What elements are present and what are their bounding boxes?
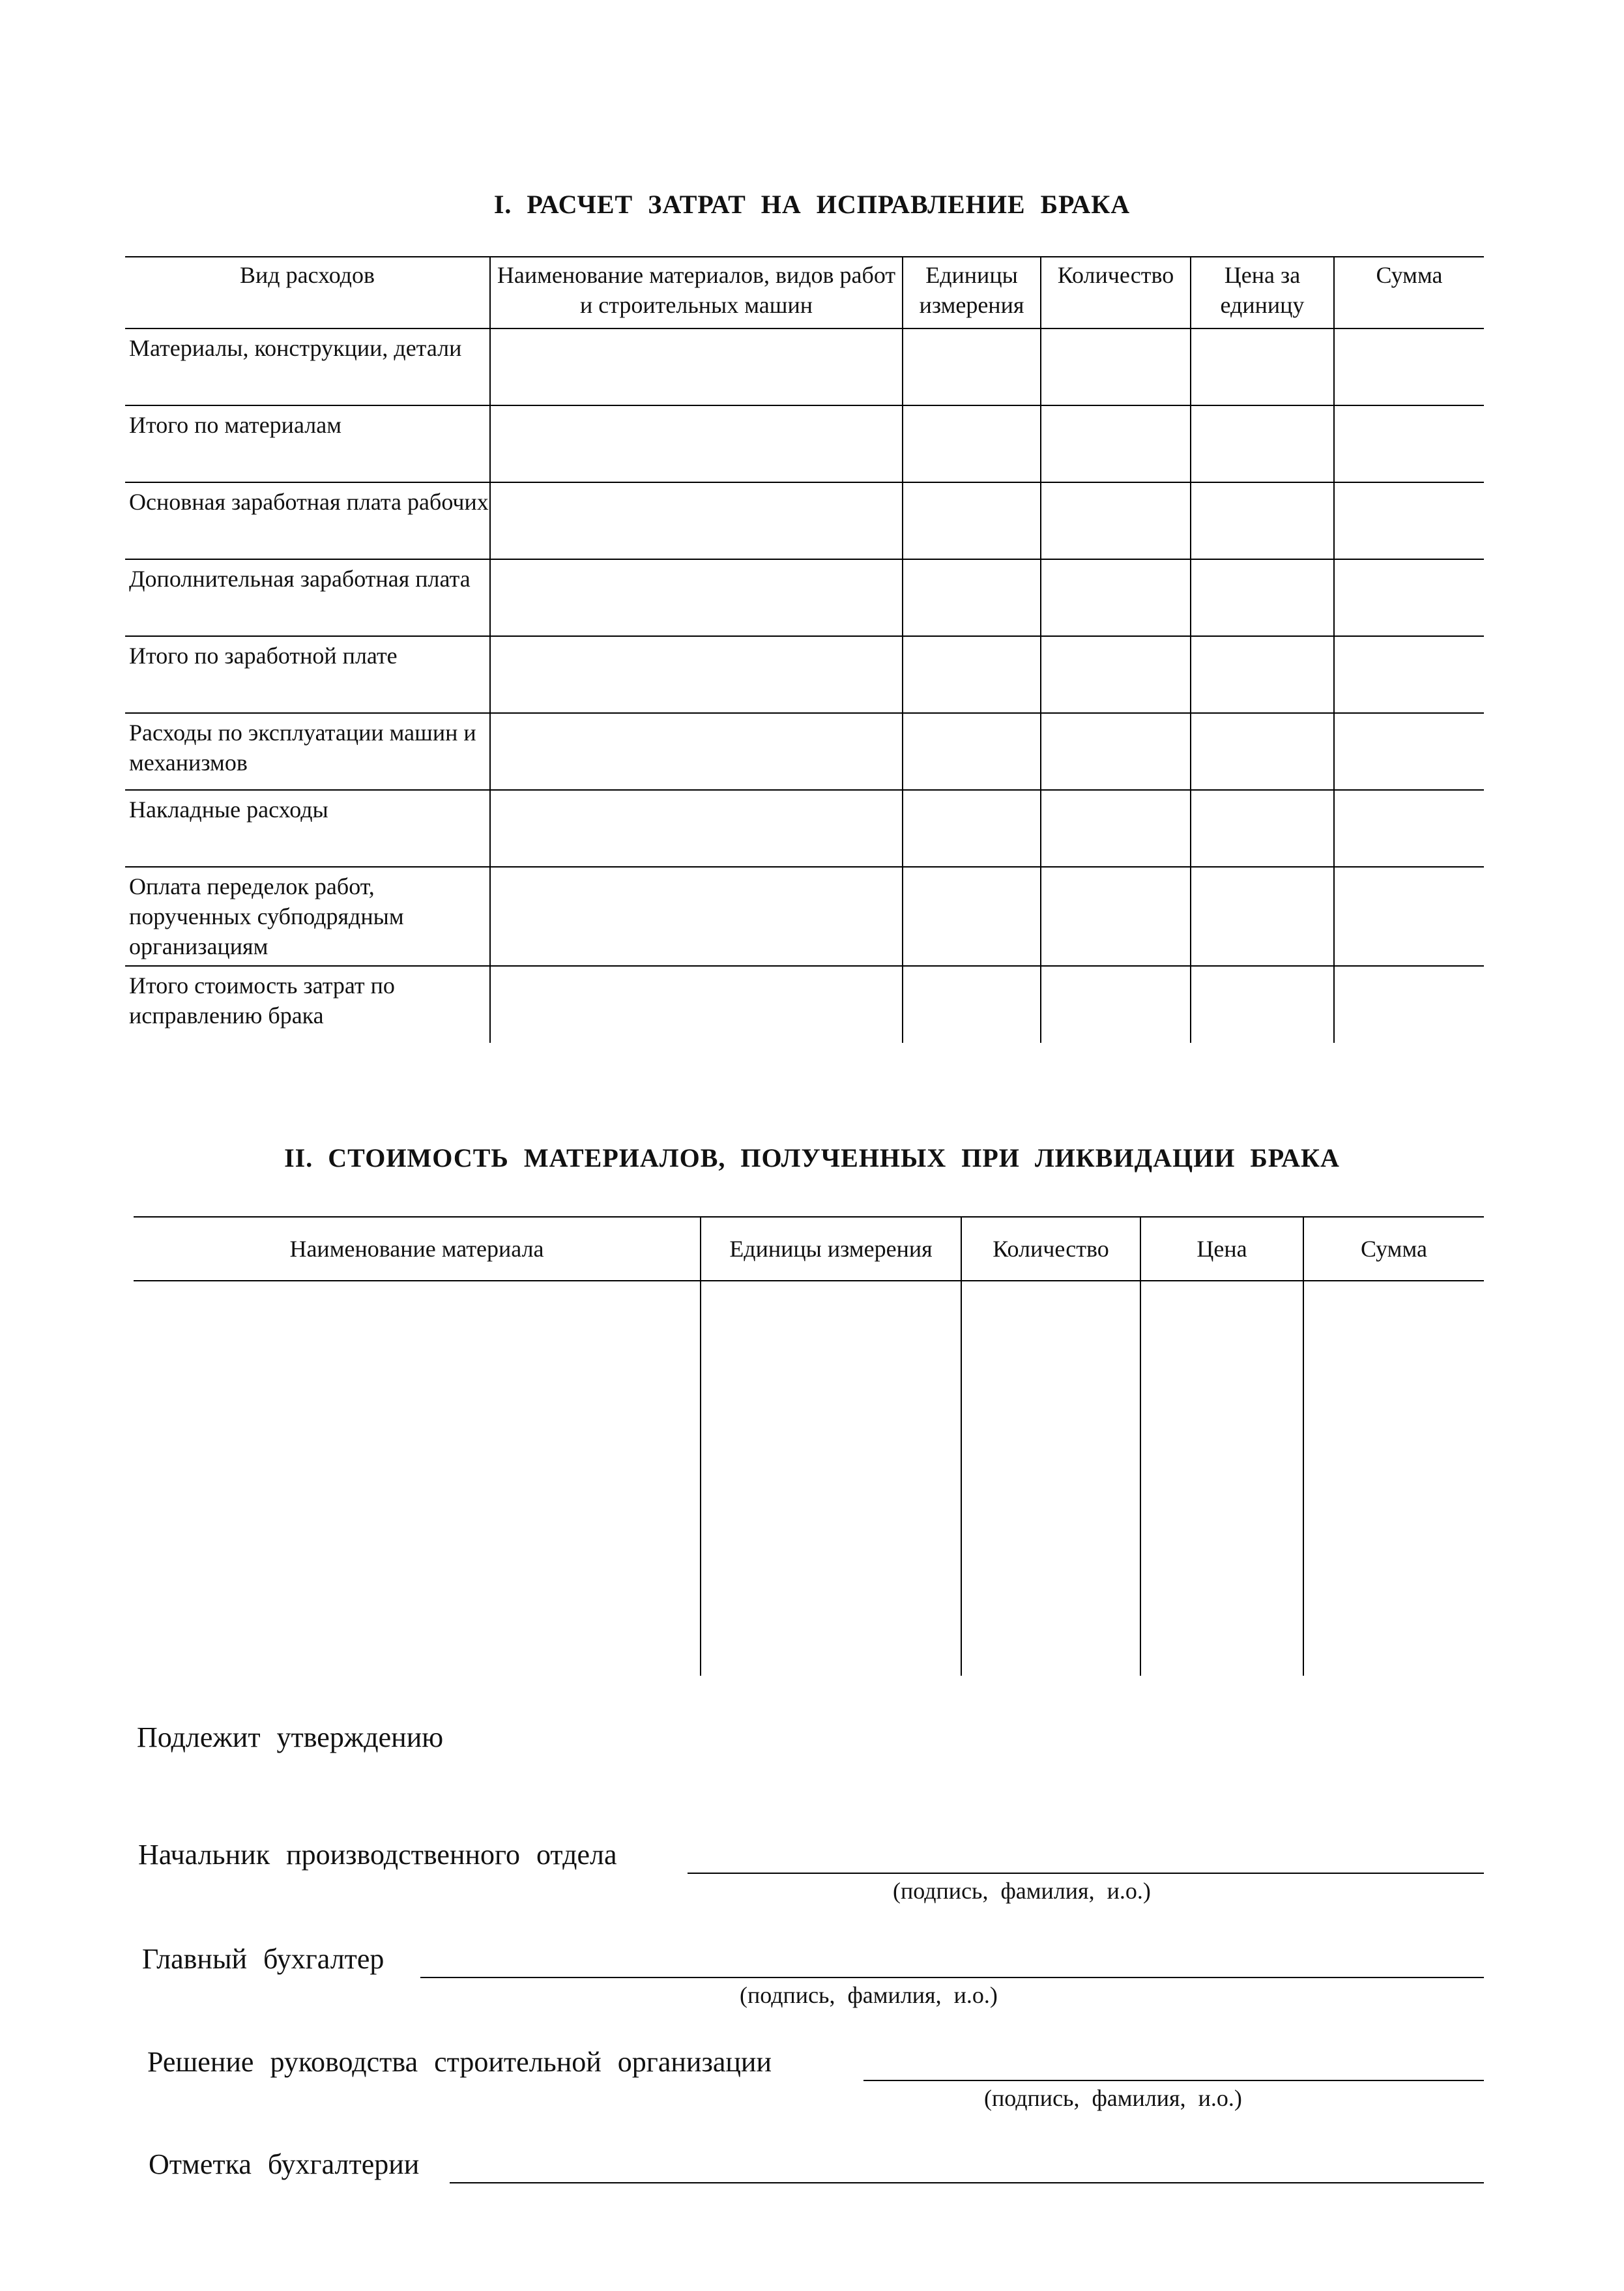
table-row <box>125 636 1484 713</box>
table-row <box>125 867 1484 966</box>
header-expense-type: Вид расходов <box>125 257 490 328</box>
table-cell[interactable] <box>903 636 1041 713</box>
header-material-name: Наименование материалов, видов работ и строительных машин <box>490 257 903 328</box>
table-cell[interactable] <box>1041 405 1191 482</box>
table-cell[interactable] <box>1041 713 1191 790</box>
table-cell[interactable] <box>1334 328 1484 405</box>
table-cell[interactable] <box>1041 559 1191 636</box>
table-cell[interactable] <box>490 636 903 713</box>
table-row <box>125 713 1484 790</box>
table-row <box>134 1281 1484 1676</box>
table-cell[interactable] <box>903 328 1041 405</box>
table-cell[interactable] <box>134 1281 701 1676</box>
signature-hint: (подпись, фамилия, и.о.) <box>984 2085 1242 2111</box>
table-cell[interactable] <box>1191 328 1334 405</box>
table-cell[interactable] <box>1041 867 1191 966</box>
signature-hint: (подпись, фамилия, и.о.) <box>893 1878 1151 1904</box>
table-cell[interactable] <box>1191 482 1334 559</box>
table-cell[interactable] <box>961 1281 1140 1676</box>
header-quantity: Количество <box>1041 257 1191 328</box>
table-cell[interactable] <box>903 713 1041 790</box>
header-sum: Сумма <box>1303 1217 1484 1281</box>
row-label: Итого по заработной плате <box>129 643 398 669</box>
table-header-row <box>134 1217 1484 1281</box>
table-cell[interactable] <box>903 559 1041 636</box>
table-cell[interactable] <box>1140 1281 1303 1676</box>
table-cell[interactable] <box>1191 790 1334 867</box>
table-cell[interactable] <box>490 405 903 482</box>
row-label: Накладные расходы <box>129 796 328 823</box>
row-label: Оплата переделок работ, порученных субподрядным организациям <box>129 873 404 959</box>
table-row <box>125 482 1484 559</box>
chief-accountant-label: Главный бухгалтер <box>142 1943 384 1975</box>
table-row <box>125 405 1484 482</box>
table-cell[interactable] <box>1191 966 1334 1043</box>
table-cell[interactable] <box>1334 482 1484 559</box>
table-cell[interactable] <box>1334 713 1484 790</box>
table-cell[interactable] <box>903 482 1041 559</box>
management-decision-signature-line[interactable] <box>863 2080 1484 2081</box>
table-cell[interactable] <box>1191 636 1334 713</box>
table-cell[interactable] <box>1191 867 1334 966</box>
cost-calculation-table <box>125 256 1484 1043</box>
table-cell[interactable] <box>490 328 903 405</box>
row-label: Основная заработная плата рабочих <box>129 489 489 515</box>
head-of-production-label: Начальник производственного отдела <box>138 1839 617 1871</box>
header-sum: Сумма <box>1334 257 1484 328</box>
row-label: Расходы по эксплуатации машин и механизмов <box>129 720 476 776</box>
table-row <box>125 328 1484 405</box>
table-cell[interactable] <box>1191 559 1334 636</box>
table-cell[interactable] <box>1041 328 1191 405</box>
table-row <box>125 790 1484 867</box>
header-price: Цена <box>1140 1217 1303 1281</box>
table-cell[interactable] <box>1334 867 1484 966</box>
management-decision-label: Решение руководства строительной организации <box>147 2046 772 2078</box>
row-label: Материалы, конструкции, детали <box>129 335 462 361</box>
signature-hint: (подпись, фамилия, и.о.) <box>740 1982 998 2008</box>
table-header-row <box>125 257 1484 328</box>
table-cell[interactable] <box>903 790 1041 867</box>
row-label: Итого по материалам <box>129 412 341 438</box>
table-cell[interactable] <box>1334 636 1484 713</box>
approval-label: Подлежит утверждению <box>137 1721 444 1753</box>
header-unit: Единицы измерения <box>903 257 1041 328</box>
table-cell[interactable] <box>1041 636 1191 713</box>
table-cell[interactable] <box>490 790 903 867</box>
table-cell[interactable] <box>1334 559 1484 636</box>
table-cell[interactable] <box>903 867 1041 966</box>
table-cell[interactable] <box>1303 1281 1484 1676</box>
table-cell[interactable] <box>490 482 903 559</box>
section-1-title: I. РАСЧЕТ ЗАТРАТ НА ИСПРАВЛЕНИЕ БРАКА <box>493 190 1131 219</box>
section-2-title: II. СТОИМОСТЬ МАТЕРИАЛОВ, ПОЛУЧЕННЫХ ПРИ ЛИКВИДАЦИИ БРАКА <box>284 1143 1340 1173</box>
table-cell[interactable] <box>1334 966 1484 1043</box>
header-unit-price: Цена за единицу <box>1191 257 1334 328</box>
head-of-production-signature-line[interactable] <box>688 1873 1484 1874</box>
table-cell[interactable] <box>1041 482 1191 559</box>
table-cell[interactable] <box>1041 966 1191 1043</box>
header-material-name: Наименование материала <box>134 1217 701 1281</box>
table-cell[interactable] <box>701 1281 961 1676</box>
table-cell[interactable] <box>1041 790 1191 867</box>
table-cell[interactable] <box>903 405 1041 482</box>
table-row <box>125 966 1484 1043</box>
row-label: Дополнительная заработная плата <box>129 566 471 592</box>
row-label: Итого стоимость затрат по исправлению брака <box>129 972 395 1029</box>
table-cell[interactable] <box>490 867 903 966</box>
table-cell[interactable] <box>903 966 1041 1043</box>
table-cell[interactable] <box>1334 790 1484 867</box>
header-unit: Единицы измерения <box>701 1217 961 1281</box>
header-quantity: Количество <box>961 1217 1140 1281</box>
accounting-mark-line[interactable] <box>450 2182 1484 2183</box>
table-cell[interactable] <box>1334 405 1484 482</box>
table-cell[interactable] <box>490 966 903 1043</box>
accounting-mark-label: Отметка бухгалтерии <box>149 2148 420 2180</box>
table-cell[interactable] <box>1191 713 1334 790</box>
table-cell[interactable] <box>490 713 903 790</box>
table-row <box>125 559 1484 636</box>
materials-table <box>134 1216 1484 1676</box>
table-cell[interactable] <box>1191 405 1334 482</box>
chief-accountant-signature-line[interactable] <box>420 1977 1484 1978</box>
table-cell[interactable] <box>490 559 903 636</box>
